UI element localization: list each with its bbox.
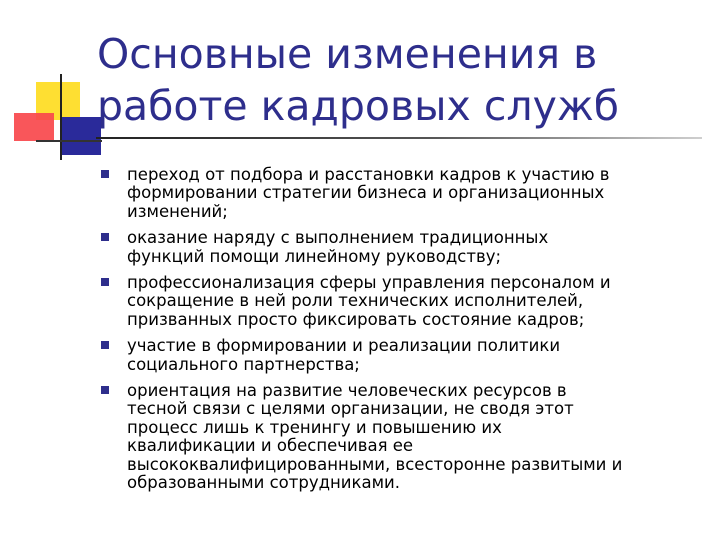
bullet-line: сокращение в ней роли технических исполнителей, [127, 291, 584, 311]
bullet-line: процесс лишь к тренингу и повышению их [127, 417, 502, 437]
square-bullet-icon [101, 233, 109, 241]
bullet-line: формировании стратегии бизнеса и организационных [127, 183, 605, 203]
bullet-line: социального партнерства; [127, 354, 360, 374]
bullet-line: изменений; [127, 201, 228, 221]
bullet-line: квалификации и обеспечивая ее [127, 436, 414, 456]
bullet-item [101, 166, 701, 221]
square-bullet-icon [101, 278, 109, 286]
title-underline [96, 137, 702, 139]
slide-title [97, 28, 697, 132]
bullet-item [101, 337, 701, 374]
bullet-line: тесной связи с целями организации, не сводя этот [127, 399, 574, 419]
square-bullet-icon [101, 341, 109, 349]
bullet-text [127, 166, 701, 221]
bullet-text [127, 382, 701, 492]
bullet-line: ориентация на развитие человеческих ресурсов в [127, 381, 567, 401]
bullet-item [101, 274, 701, 329]
bullet-line: переход от подбора и расстановки кадров к участию в [127, 165, 610, 184]
bullet-item [101, 382, 701, 492]
bullet-line: участие в формировании и реализации политики [127, 336, 561, 356]
bullet-list [101, 166, 701, 501]
bullet-line: профессионализация сферы управления персоналом и [127, 273, 611, 293]
bullet-line: оказание наряду с выполнением традиционных [127, 228, 549, 248]
slide-title-line-2: работе кадровых служб [97, 82, 620, 130]
square-bullet-icon [101, 170, 109, 178]
logo-blue-square [62, 117, 101, 155]
logo-vertical-line [60, 74, 62, 160]
bullet-item [101, 229, 701, 266]
bullet-line: функций помощи линейному руководству; [127, 246, 502, 266]
logo-horizontal-line [36, 140, 102, 142]
slide-title-line-1: Основные изменения в [97, 30, 598, 78]
bullet-line: высококвалифицированными, всесторонне развитыми и [127, 454, 623, 474]
bullet-text [127, 337, 701, 374]
bullet-line: призванных просто фиксировать состояние кадров; [127, 309, 585, 329]
bullet-line: образованными сотрудниками. [127, 473, 401, 493]
bullet-text [127, 229, 701, 266]
bullet-text [127, 274, 701, 329]
square-bullet-icon [101, 386, 109, 394]
logo-red-square [14, 113, 54, 141]
